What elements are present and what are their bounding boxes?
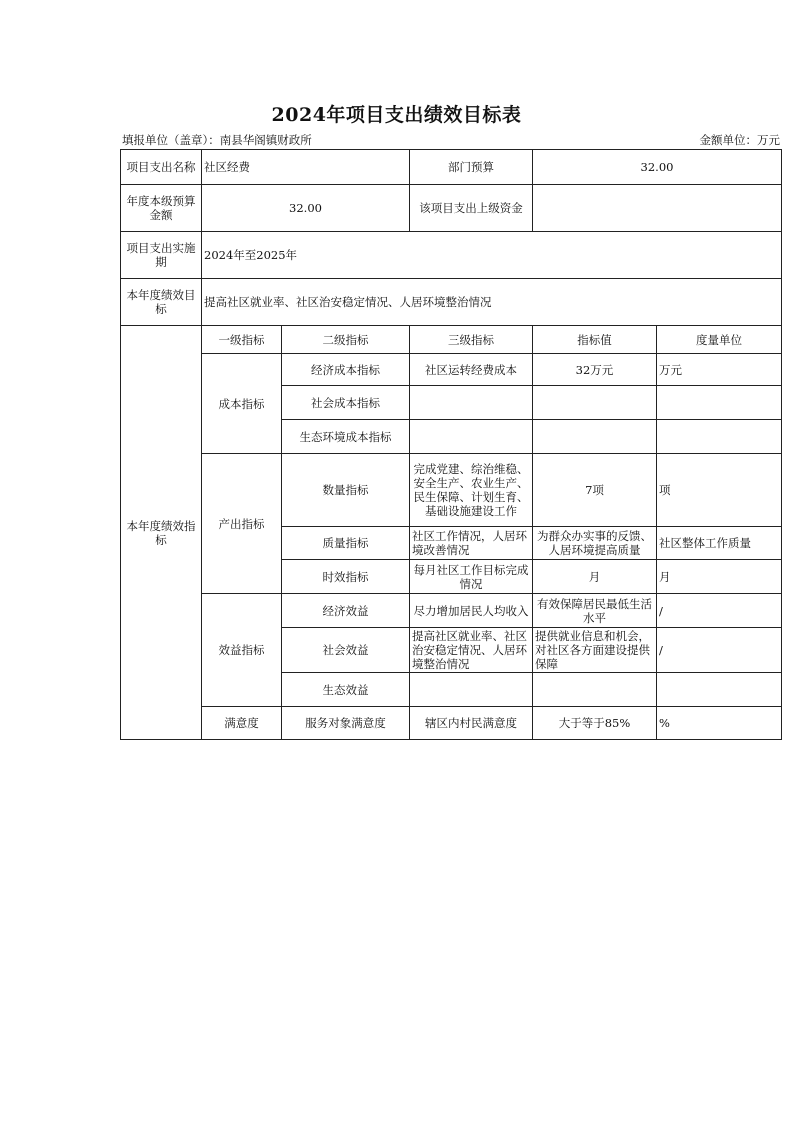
- l3-cell: 尽力增加居民人均收入: [410, 594, 533, 628]
- l3-cell: 社区运转经费成本: [410, 354, 533, 386]
- l3-cell: 提高社区就业率、社区治安稳定情况、人居环境整治情况: [410, 628, 533, 673]
- table-row: [121, 354, 782, 386]
- table-row: [121, 707, 782, 740]
- unit-cell: /: [657, 594, 782, 628]
- l3-cell: [410, 420, 533, 454]
- dept-budget-value: 32.00: [533, 150, 782, 185]
- project-name-value: 社区经费: [202, 150, 410, 185]
- unit-cell: [657, 420, 782, 454]
- l2-cell: 生态效益: [282, 673, 410, 707]
- indicator-section-label: 本年度绩效指标: [121, 326, 202, 740]
- benefit-indicator-label: 效益指标: [202, 594, 282, 707]
- col-header-value: 指标值: [533, 326, 657, 354]
- unit-cell: 社区整体工作质量: [657, 527, 782, 560]
- row-project-name: [121, 150, 782, 185]
- value-cell: [533, 386, 657, 420]
- performance-target-table: [120, 149, 782, 740]
- annual-budget-label: 年度本级预算金额: [121, 185, 202, 232]
- superior-funds-label: 该项目支出上级资金: [410, 185, 533, 232]
- l2-cell: 服务对象满意度: [282, 707, 410, 740]
- col-header-unit: 度量单位: [657, 326, 782, 354]
- unit-cell: 月: [657, 560, 782, 594]
- col-header-l1: 一级指标: [202, 326, 282, 354]
- l3-cell: 完成党建、综治维稳、安全生产、农业生产、民生保障、计划生育、基础设施建设工作: [410, 454, 533, 527]
- goal-label: 本年度绩效目标: [121, 279, 202, 326]
- unit-cell: [657, 386, 782, 420]
- row-goal: [121, 279, 782, 326]
- l2-cell: 时效指标: [282, 560, 410, 594]
- period-label: 项目支出实施期: [121, 232, 202, 279]
- l3-cell: 辖区内村民满意度: [410, 707, 533, 740]
- value-cell: 有效保障居民最低生活水平: [533, 594, 657, 628]
- l2-cell: 社会成本指标: [282, 386, 410, 420]
- project-name-label: 项目支出名称: [121, 150, 202, 185]
- value-cell: 32万元: [533, 354, 657, 386]
- row-period: [121, 232, 782, 279]
- l3-cell: [410, 386, 533, 420]
- unit-cell: %: [657, 707, 782, 740]
- l2-cell: 质量指标: [282, 527, 410, 560]
- superior-funds-value: [533, 185, 782, 232]
- l3-cell: 社区工作情况，人居环境改善情况: [410, 527, 533, 560]
- period-value: 2024年至2025年: [202, 232, 782, 279]
- table-row: [121, 594, 782, 628]
- value-cell: 提供就业信息和机会，对社区各方面建设提供保障: [533, 628, 657, 673]
- value-cell: 7项: [533, 454, 657, 527]
- annual-budget-value: 32.00: [202, 185, 410, 232]
- l2-cell: 经济成本指标: [282, 354, 410, 386]
- l2-cell: 社会效益: [282, 628, 410, 673]
- page-title: 2024年项目支出绩效目标表: [271, 104, 522, 126]
- l3-cell: 每月社区工作目标完成情况: [410, 560, 533, 594]
- value-cell: 大于等于85%: [533, 707, 657, 740]
- unit-cell: [657, 673, 782, 707]
- indicator-header-row: [121, 326, 782, 354]
- l2-cell: 经济效益: [282, 594, 410, 628]
- value-cell: [533, 673, 657, 707]
- dept-budget-label: 部门预算: [410, 150, 533, 185]
- l2-cell: 数量指标: [282, 454, 410, 527]
- goal-value: 提高社区就业率、社区治安稳定情况、人居环境整治情况: [202, 279, 782, 326]
- table-row: [121, 454, 782, 527]
- amount-unit: 金额单位：万元: [699, 133, 780, 147]
- reporting-unit: 填报单位（盖章）：南县华阁镇财政所: [122, 133, 312, 147]
- value-cell: [533, 420, 657, 454]
- output-indicator-label: 产出指标: [202, 454, 282, 594]
- col-header-l3: 三级指标: [410, 326, 533, 354]
- unit-cell: /: [657, 628, 782, 673]
- value-cell: 月: [533, 560, 657, 594]
- value-cell: 为群众办实事的反馈、人居环境提高质量: [533, 527, 657, 560]
- col-header-l2: 二级指标: [282, 326, 410, 354]
- satisfaction-indicator-label: 满意度: [202, 707, 282, 740]
- row-annual-budget: [121, 185, 782, 232]
- cost-indicator-label: 成本指标: [202, 354, 282, 454]
- unit-cell: 万元: [657, 354, 782, 386]
- l3-cell: [410, 673, 533, 707]
- unit-cell: 项: [657, 454, 782, 527]
- l2-cell: 生态环境成本指标: [282, 420, 410, 454]
